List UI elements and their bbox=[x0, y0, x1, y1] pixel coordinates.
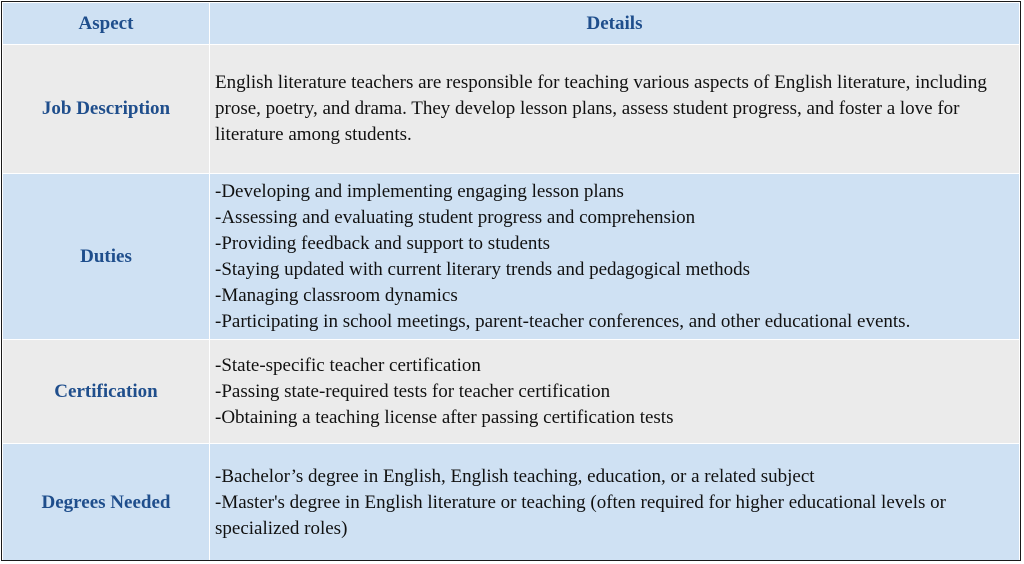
aspect-cell: Duties bbox=[3, 174, 210, 340]
table-header-row bbox=[3, 3, 1020, 45]
details-cell bbox=[210, 444, 1020, 562]
details-cell bbox=[210, 174, 1020, 340]
detail-item: -Assessing and evaluating student progress and comprehension bbox=[215, 206, 696, 228]
detail-item: -Passing state-required tests for teacher certification bbox=[215, 380, 611, 402]
aspect-cell: Degrees Needed bbox=[3, 444, 210, 562]
aspect-cell: Certification bbox=[3, 340, 210, 444]
detail-item: -Providing feedback and support to students bbox=[215, 232, 551, 254]
table-row-job-description bbox=[3, 45, 1020, 174]
details-cell bbox=[210, 45, 1020, 174]
header-details: Details bbox=[210, 3, 1020, 45]
career-details-table bbox=[2, 2, 1020, 561]
detail-item: -Developing and implementing engaging lesson plans bbox=[215, 180, 624, 202]
aspect-cell: Job Description bbox=[3, 45, 210, 174]
detail-item: -Managing classroom dynamics bbox=[215, 284, 458, 306]
detail-item: -State-specific teacher certification bbox=[215, 354, 481, 376]
header-aspect: Aspect bbox=[3, 3, 210, 45]
detail-item: -Participating in school meetings, parent-teacher conferences, and other educational events. bbox=[215, 310, 911, 332]
detail-item: -Bachelor’s degree in English, English teaching, education, or a related subject bbox=[215, 465, 815, 487]
detail-item: -Master's degree in English literature or teaching (often required for higher educational levels or specialized roles) bbox=[215, 491, 946, 539]
details-cell bbox=[210, 340, 1020, 444]
table-row-degrees-needed bbox=[3, 444, 1020, 562]
details-paragraph: English literature teachers are responsible for teaching various aspects of English literature, including prose, poetry, and drama. They develop lesson plans, assess student progress, and foster a love for literature among students. bbox=[215, 72, 987, 145]
detail-item: -Obtaining a teaching license after passing certification tests bbox=[215, 406, 674, 428]
career-table-frame bbox=[1, 1, 1021, 561]
table-row-duties bbox=[3, 174, 1020, 340]
table-row-certification bbox=[3, 340, 1020, 444]
detail-item: -Staying updated with current literary trends and pedagogical methods bbox=[215, 258, 751, 280]
